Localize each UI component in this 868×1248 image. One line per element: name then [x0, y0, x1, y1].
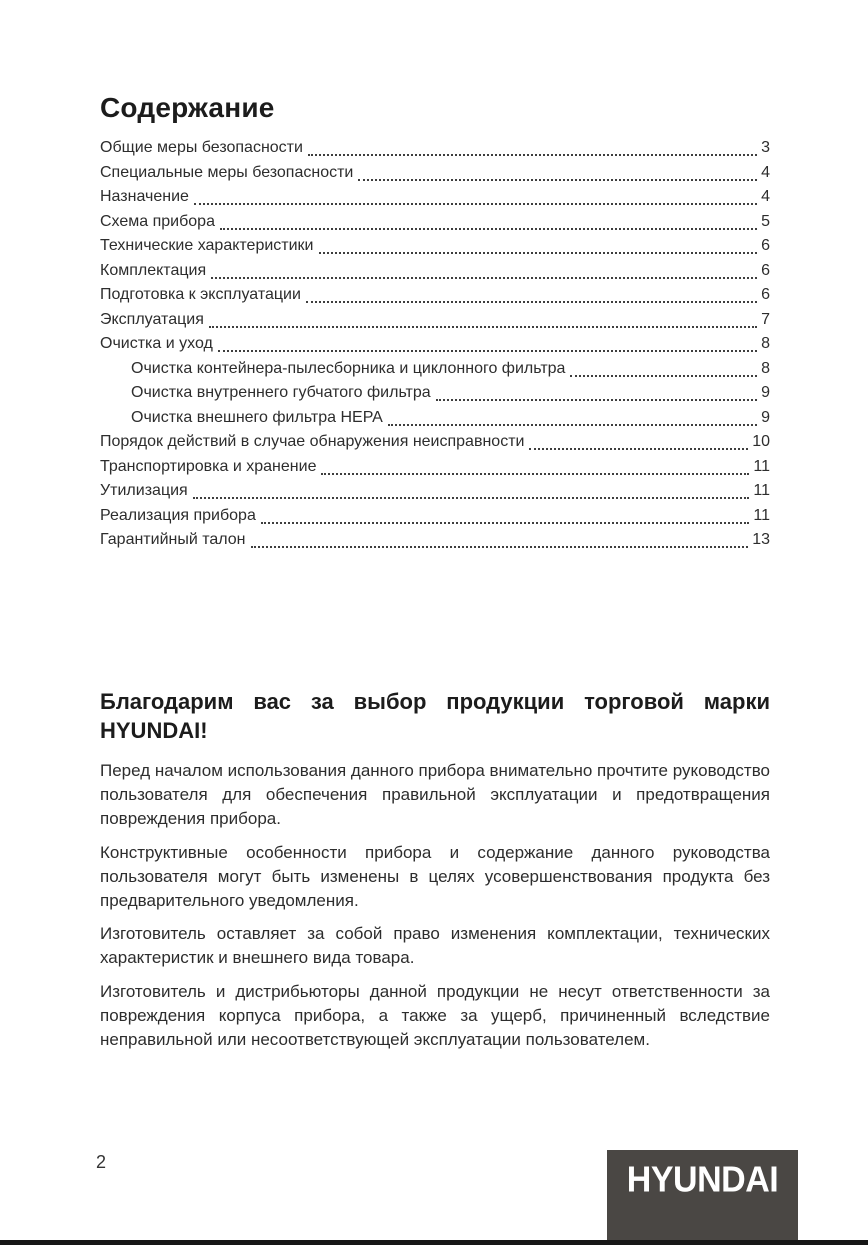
toc-item: [100, 430, 770, 455]
toc-item: [100, 479, 770, 504]
toc-item-label: Транспортировка и хранение: [100, 457, 317, 475]
toc-item-label: Очистка внутреннего губчатого фильтра: [131, 384, 431, 401]
toc-item-label: Комплектация: [100, 261, 207, 279]
hyundai-logo-text: HYUNDAI: [626, 1160, 779, 1200]
toc-leader-dots: [529, 430, 748, 450]
toc-item: [100, 308, 770, 333]
toc-page-number: 8: [761, 335, 770, 352]
toc-item: [100, 136, 770, 161]
toc-page-number: 7: [761, 310, 770, 328]
intro-section: [100, 687, 770, 1061]
toc-page-number: 4: [761, 188, 770, 205]
toc-page-number: 6: [761, 286, 770, 303]
toc-item-label: Реализация прибора: [100, 506, 256, 524]
toc-item: [100, 185, 770, 210]
hyundai-logo: [607, 1150, 798, 1242]
toc-leader-dots: [570, 357, 757, 377]
toc-page-number: 11: [753, 457, 770, 475]
toc-leader-dots: [306, 283, 757, 303]
toc-item: [100, 210, 770, 235]
toc-item-label: Схема прибора: [100, 212, 215, 230]
page-bottom-rule: [0, 1240, 868, 1245]
toc-subitem: [100, 381, 770, 406]
table-of-contents: [100, 136, 770, 553]
toc-page-number: 3: [761, 139, 770, 156]
toc-leader-dots: [436, 381, 757, 401]
page-number: 2: [96, 1152, 107, 1172]
toc-leader-dots: [321, 455, 749, 475]
toc-page-number: 8: [761, 359, 770, 377]
toc-title: Содержание: [100, 92, 275, 123]
toc-page-number: 10: [752, 433, 770, 450]
toc-item: [100, 528, 770, 553]
intro-paragraph: Изготовитель оставляет за собой право изменения комплектации, технических характеристик и внешнего вида товара.: [100, 924, 770, 968]
toc-item-label: Подготовка к эксплуатации: [100, 286, 301, 303]
toc-page-number: 6: [761, 261, 770, 279]
toc-item: [100, 504, 770, 529]
toc-leader-dots: [211, 259, 757, 279]
toc-item-label: Эксплуатация: [100, 310, 204, 328]
toc-item-label: Очистка внешнего фильтра HEPA: [131, 408, 383, 426]
toc-page-number: 11: [753, 482, 770, 499]
toc-page-number: 4: [761, 163, 770, 181]
toc-leader-dots: [308, 136, 757, 156]
toc-item: [100, 332, 770, 357]
toc-page-number: 5: [761, 212, 770, 230]
toc-page-number: 13: [752, 531, 770, 548]
toc-page-number: 11: [753, 506, 770, 524]
intro-paragraph: Перед началом использования данного прибора внимательно прочтите руководство пользователя для обеспечения правильной эксплуатации и предотвращения повреждения прибора.: [100, 761, 770, 829]
toc-item-label: Гарантийный талон: [100, 531, 246, 548]
toc-page-number: 9: [761, 384, 770, 401]
toc-leader-dots: [358, 161, 757, 181]
toc-item-label: Утилизация: [100, 482, 188, 499]
intro-paragraph: Изготовитель и дистрибьюторы данной продукции не несут ответственности за повреждения корпуса прибора, а также за ущерб, причиненный вследствие неправильной или несоответствующей эксплуатации пользователем.: [100, 981, 770, 1050]
toc-leader-dots: [388, 406, 757, 426]
toc-subitem: [100, 406, 770, 431]
toc-leader-dots: [218, 332, 757, 352]
toc-item-label: Очистка и уход: [100, 335, 213, 352]
toc-item-label: Специальные меры безопасности: [100, 163, 354, 181]
toc-leader-dots: [193, 479, 750, 499]
toc-item-label: Назначение: [100, 188, 189, 205]
toc-item-label: Порядок действий в случае обнаружения неисправности: [100, 433, 525, 450]
toc-item: [100, 455, 770, 480]
toc-item-label: Общие меры безопасности: [100, 139, 303, 156]
intro-heading-line2: HYUNDAI!: [100, 718, 208, 743]
toc-leader-dots: [194, 185, 757, 205]
toc-leader-dots: [261, 504, 750, 524]
toc-page-number: 6: [761, 237, 770, 254]
toc-leader-dots: [319, 234, 758, 254]
toc-leader-dots: [220, 210, 757, 230]
toc-item: [100, 161, 770, 186]
toc-item: [100, 259, 770, 284]
toc-item: [100, 234, 770, 259]
toc-leader-dots: [209, 308, 757, 328]
toc-leader-dots: [251, 528, 749, 548]
intro-heading: [100, 687, 770, 745]
intro-heading-line1: Благодарим вас за выбор продукции торговой марки: [100, 689, 770, 714]
toc-page-number: 9: [761, 408, 770, 426]
toc-item-label: Очистка контейнера-пылесборника и циклонного фильтра: [131, 359, 566, 377]
toc-subitem: [100, 357, 770, 382]
toc-item: [100, 283, 770, 308]
toc-item-label: Технические характеристики: [100, 237, 314, 254]
intro-paragraph: Конструктивные особенности прибора и содержание данного руководства пользователя могут быть изменены в целях усовершенствования продукта без предварительного уведомления.: [100, 842, 770, 911]
